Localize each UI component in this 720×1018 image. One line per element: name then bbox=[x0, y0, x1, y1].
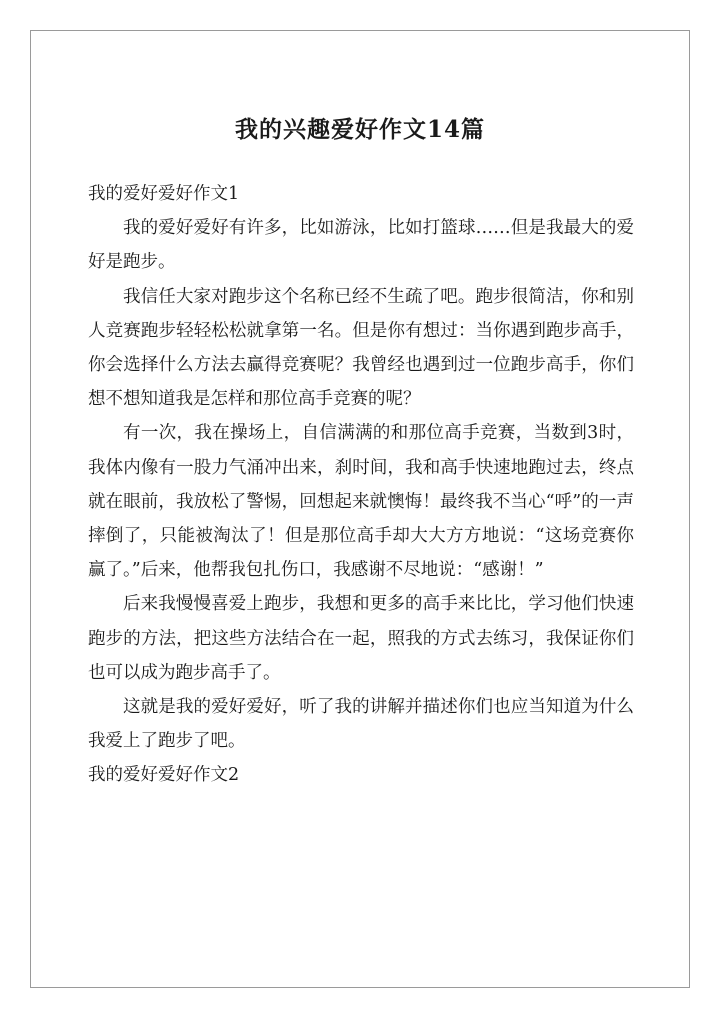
paragraph: 我的爱好爱好有许多，比如游泳，比如打篮球……但是我最大的爱好是跑步。 bbox=[88, 218, 634, 273]
paragraph: 这就是我的爱好爱好，听了我的讲解并描述你们也应当知道为什么我爱上了跑步了吧。 bbox=[88, 697, 634, 752]
paragraph: 后来我慢慢喜爱上跑步，我想和更多的高手来比比，学习他们快速跑步的方法，把这些方法结合在一起，照我的方式去练习，我保证你们也可以成为跑步高手了。 bbox=[88, 594, 634, 683]
paragraph: 有一次，我在操场上，自信满满的和那位高手竞赛，当数到3时，我体内像有一股力气涌冲出来，刹时间，我和高手快速地跑过去，终点就在眼前，我放松了警惕，回想起来就懊悔！最终我不当心“呼”的一声摔倒了，只能被淘汰了！但是那位高手却大大方方地说：“这场竞赛你赢了。”后来，他帮我包扎伤口，我感谢不尽地说：“感谢！” bbox=[88, 423, 634, 581]
section-heading-1: 我的爱好爱好作文1 bbox=[88, 184, 240, 204]
document-title: 我的兴趣爱好作文14篇 bbox=[234, 116, 485, 143]
paragraph: 我信任大家对跑步这个名称已经不生疏了吧。跑步很简洁，你和别人竞赛跑步轻轻松松就拿第一名。但是你有想过：当你遇到跑步高手，你会选择什么方法去赢得竞赛呢？我曾经也遇到过一位跑步高手，你们想不想知道我是怎样和那位高手竞赛的呢？ bbox=[88, 286, 634, 410]
section-heading-2: 我的爱好爱好作文2 bbox=[88, 765, 240, 786]
document-body bbox=[88, 177, 634, 793]
